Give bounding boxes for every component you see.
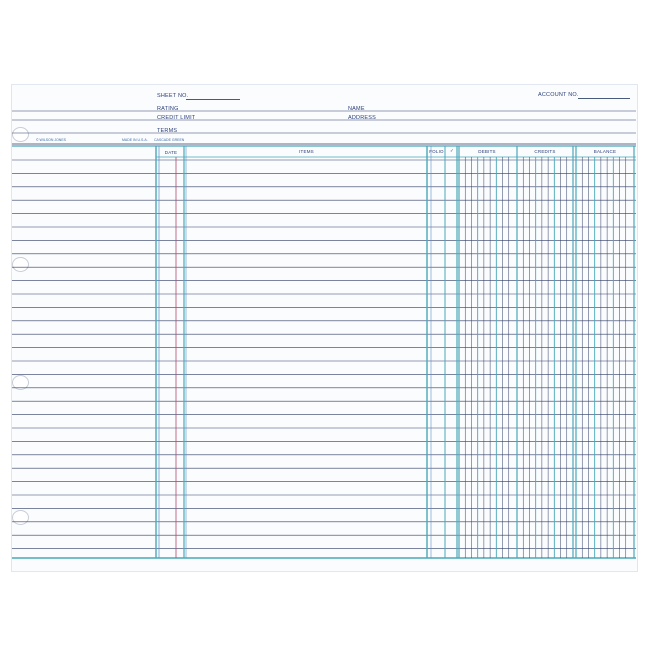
debits-column-header: DEBITS bbox=[478, 149, 496, 154]
address-label: ADDRESS bbox=[348, 115, 376, 121]
rating-label: RATING bbox=[157, 106, 179, 112]
check-column-header: ✓ bbox=[450, 148, 454, 153]
imprint-brand: © WILSON JONES bbox=[36, 138, 66, 142]
sheet-no-field-line bbox=[186, 99, 240, 100]
credit-limit-label: CREDIT LIMIT bbox=[157, 115, 196, 121]
credits-column-header: CREDITS bbox=[534, 149, 556, 154]
folio-column-header: FOLIO bbox=[429, 149, 444, 154]
imprint-form-no: MADE IN U.S.A. bbox=[122, 138, 148, 142]
sheet-no-label: SHEET NO. bbox=[157, 93, 189, 99]
account-no-field-line bbox=[578, 98, 630, 99]
terms-label: TERMS bbox=[157, 128, 178, 134]
balance-column-header: BALANCE bbox=[593, 149, 617, 154]
date-column-header: DATE bbox=[164, 150, 178, 155]
items-column-header: ITEMS bbox=[299, 149, 314, 154]
account-no-label: ACCOUNT NO. bbox=[538, 92, 579, 98]
imprint-color: CASCADE GREEN bbox=[154, 138, 185, 142]
name-label: NAME bbox=[348, 106, 365, 112]
